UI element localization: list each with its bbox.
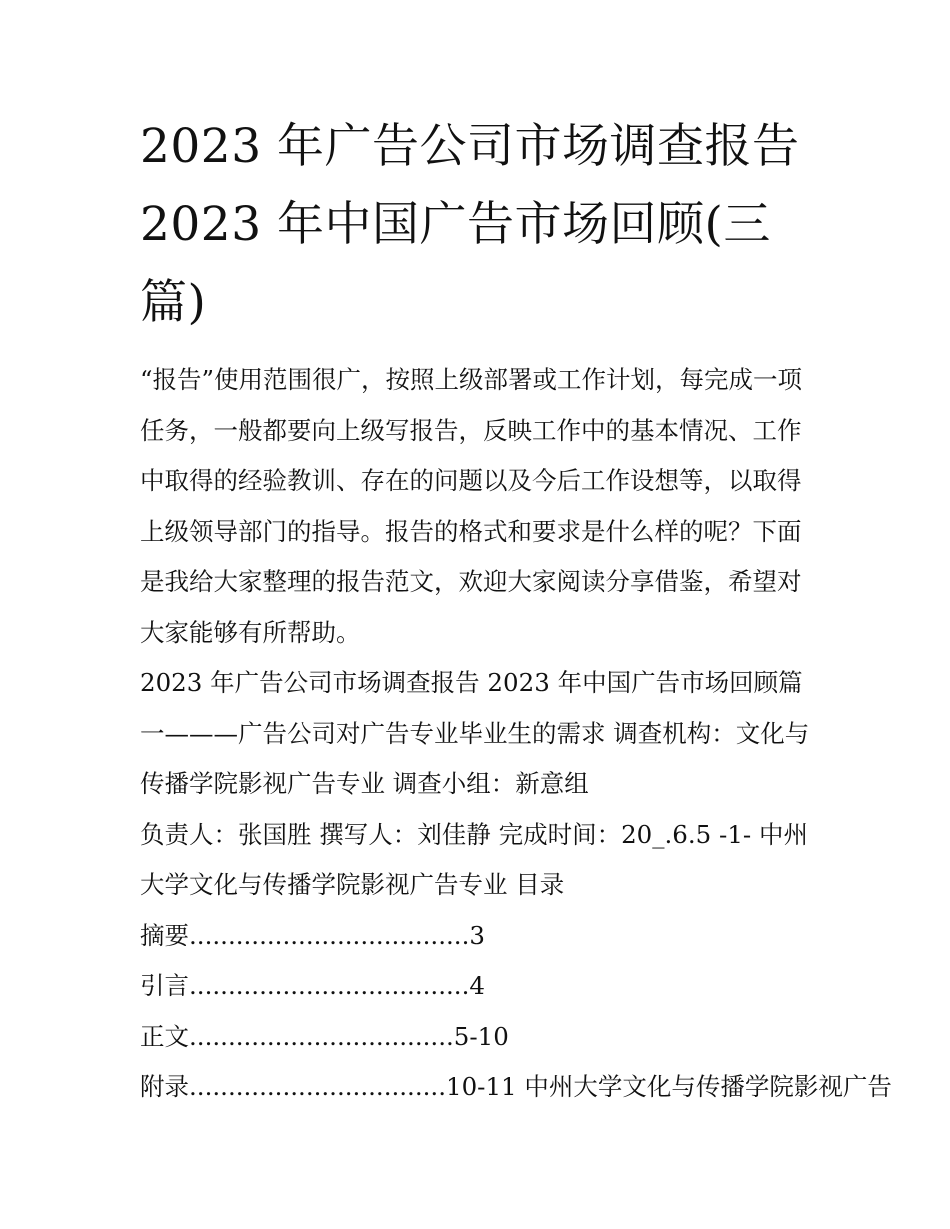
document-title (140, 108, 820, 342)
toc-entry-abstract: 摘要....................................3 (140, 920, 485, 950)
credits-paragraph: 负责人：张国胜 撰写人：刘佳静 完成时间：20_.6.5 -1- 中州大学文化与传播学院影视广告专业 目录 (140, 819, 808, 899)
table-of-contents (140, 911, 892, 1113)
title-line-3: 篇) (140, 275, 207, 330)
toc-entry-body: 正文..................................5-10 (140, 1021, 509, 1051)
title-line-2: 2023 年中国广告市场回顾(三 (140, 197, 771, 252)
title-line-1: 2023 年广告公司市场调查报告 (140, 119, 800, 174)
document-page (140, 108, 892, 1113)
section-heading-paragraph: 2023 年广告公司市场调查报告 2023 年中国广告市场回顾篇一———广告公司对广告专业毕业生的需求 调查机构：文化与传播学院影视广告专业 调查小组：新意组 (140, 668, 810, 798)
intro-paragraph: “报告”使用范围很广，按照上级部署或工作计划，每完成一项任务，一般都要向上级写报告，反映工作中的基本情况、工作中取得的经验教训、存在的问题以及今后工作设想等，以取得上级领导部门的指导。报告的格式和要求是什么样的呢？下面是我给大家整理的报告范文，欢迎大家阅读分享借鉴，希望对大家能够有所帮助。 (140, 365, 803, 647)
toc-entry-appendix: 附录.................................10-11 中州大学文化与传播学院影视广告 (140, 1072, 892, 1101)
toc-entry-introduction: 引言....................................4 (140, 971, 485, 1000)
